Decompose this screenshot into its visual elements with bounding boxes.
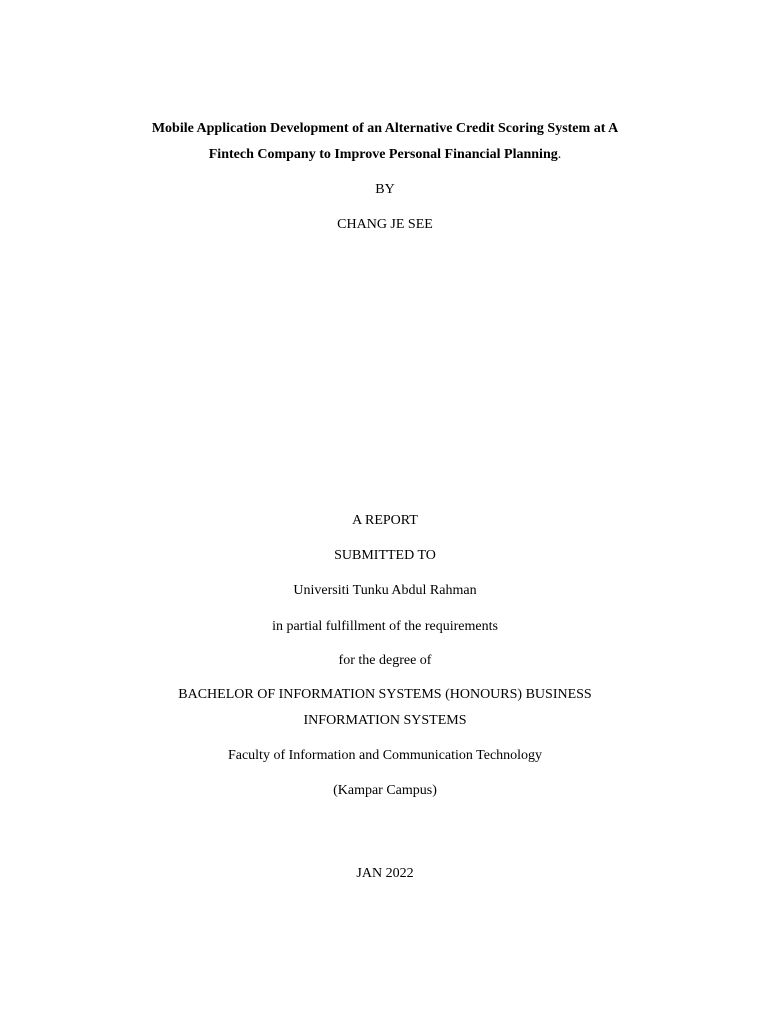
thesis-title-line-1-text: Mobile Application Development of an Alternative Credit Scoring System at A — [151, 121, 619, 136]
thesis-title-line-2-text: Fintech Company to Improve Personal Financial Planning — [208, 147, 558, 162]
degree-name-line-2: INFORMATION SYSTEMS — [303, 713, 467, 728]
thesis-title-period: . — [557, 147, 562, 162]
thesis-title-line-2 — [0, 146, 770, 164]
by-label: BY — [375, 182, 395, 197]
degree-name-line-1: BACHELOR OF INFORMATION SYSTEMS (HONOURS) BUSINESS — [178, 687, 592, 702]
author-name: CHANG JE SEE — [337, 217, 433, 232]
institution-name: Universiti Tunku Abdul Rahman — [293, 583, 477, 598]
report-label: A REPORT — [352, 513, 418, 528]
submission-date: JAN 2022 — [356, 866, 414, 881]
faculty-name: Faculty of Information and Communication Technology — [227, 748, 543, 763]
degree-label: for the degree of — [338, 653, 432, 668]
campus-name: (Kampar Campus) — [333, 783, 437, 798]
submitted-to-label: SUBMITTED TO — [334, 548, 436, 563]
fulfillment-statement: in partial fulfillment of the requirements — [272, 619, 498, 634]
thesis-title-line-1 — [0, 120, 770, 138]
